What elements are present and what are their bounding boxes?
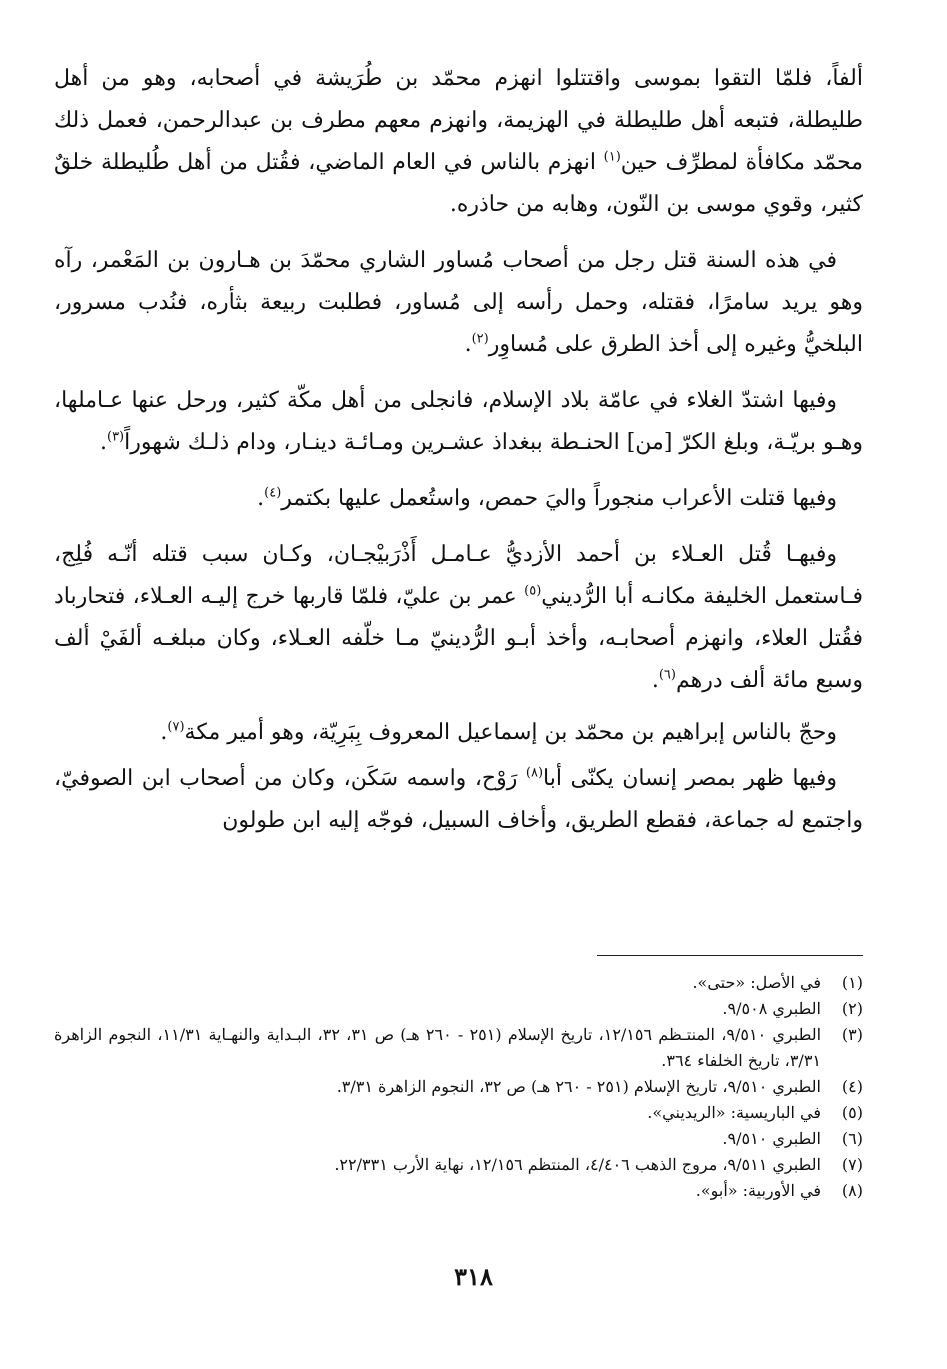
footnote-ref[interactable]: (٥) xyxy=(524,583,542,599)
footnote-number: (٨) xyxy=(841,1181,863,1200)
footnote-divider xyxy=(597,955,863,956)
footnote-ref[interactable]: (٣) xyxy=(106,429,125,445)
footnote-ref[interactable]: (٦) xyxy=(658,667,676,683)
footnote xyxy=(54,1100,863,1126)
paragraph-text: . xyxy=(464,332,472,357)
footnote-number: (٦) xyxy=(841,1129,863,1148)
footnote xyxy=(54,970,863,996)
footnote-ref[interactable]: (٧) xyxy=(167,719,185,735)
footnote-ref[interactable]: (٢) xyxy=(471,331,489,347)
footnote-number: (٢) xyxy=(841,999,863,1018)
footnote-text: في الأصل: «حتى». xyxy=(692,973,821,992)
paragraph-1 xyxy=(54,58,863,226)
footnote-number: (٥) xyxy=(841,1103,863,1122)
paragraph-3 xyxy=(54,380,863,464)
footnote xyxy=(54,1022,863,1074)
paragraph-6 xyxy=(54,712,863,754)
paragraph-text: وفيها اشتدّ الغلاء في عامّة بلاد الإسلام، فانجلى من أهل مكّة كثير، ورحل عنها عـاملها، وهـو بريّـة، وبلغ الكرّ [من] الحنـطة ببغداذ عشـرين ومـائـة دينـار، ودام ذلـك شهوراً xyxy=(54,388,863,455)
main-text xyxy=(54,58,863,842)
footnote xyxy=(54,1178,863,1204)
paragraph-7 xyxy=(54,758,863,842)
paragraph-text: . xyxy=(99,430,107,455)
footnote-text: الطبري ٩/٥٠٨. xyxy=(722,999,821,1018)
footnotes xyxy=(54,970,863,1204)
footnote-number: (٧) xyxy=(841,1155,863,1174)
footnote xyxy=(54,1126,863,1152)
paragraph-text: وفيها قتلت الأعراب منجوراً واليَ حمص، واستُعمل عليها بكتمر xyxy=(281,486,837,511)
footnote-number: (١) xyxy=(841,973,863,992)
footnote-ref[interactable]: (٨) xyxy=(525,765,544,781)
footnote-text: الطبري ٩/٥١٠، المنتـظم ١٢/١٥٦، تاريخ الإسلام (٢٥١ - ٢٦٠ هـ) ص ٣١، ٣٢، البـداية والنهـاية ١١/٣١، النجوم الزاهرة ٣/٣١، تاريخ الخلفاء ٣٦٤. xyxy=(54,1025,822,1070)
footnote-text: في الباريسية: «الريديني». xyxy=(647,1103,821,1122)
paragraph-text: انهزم بالناس في العام الماضي، فقُتل من أهل طُليطلة خلقٌ كثير، وقوي موسى بن النّون، وهابه من حاذره. xyxy=(54,150,863,217)
footnote xyxy=(54,1152,863,1178)
paragraph-2 xyxy=(54,240,863,366)
footnote-ref[interactable]: (١) xyxy=(603,149,621,165)
paragraph-text: عمر بن عليّ، فلمّا قاربها خرج إليـه العـلاء، فتحارباد فقُتل العلاء، وانهزم أصحابـه، وأخذ أبـو الرُّدينيّ مـا خلّفه العـلاء، وكان مبلغـه ألفَيْ ألف وسبع مائة ألف درهم xyxy=(54,584,863,693)
footnote xyxy=(54,996,863,1022)
footnote-text: الطبري ٩/٥١٠، تاريخ الإسلام (٢٥١ - ٢٦٠ هـ) ص ٣٢، النجوم الزاهرة ٣/٣١. xyxy=(336,1077,821,1096)
paragraph-text: . xyxy=(257,486,265,511)
footnote-text: الطبري ٩/٥١٠. xyxy=(722,1129,821,1148)
footnote-ref[interactable]: (٤) xyxy=(264,485,282,501)
paragraph-text: . xyxy=(651,668,659,693)
paragraph-5 xyxy=(54,534,863,702)
paragraph-text: وفيها ظهر بمصر إنسان يكنّى أبا xyxy=(543,766,838,791)
paragraph-text: وحجّ بالناس إبراهيم بن محمّد بن إسماعيل المعروف بِبَرِيّة، وهو أمير مكة xyxy=(184,720,837,745)
footnote-text: الطبري ٩/٥١١، مروج الذهب ٤/٤٠٦، المنتظم ١٢/١٥٦، نهاية الأرب ٢٢/٣٣١. xyxy=(334,1155,821,1174)
page-number: ٣١٨ xyxy=(454,1262,493,1291)
footnote-number: (٣) xyxy=(841,1025,863,1044)
paragraph-text: في هذه السنة قتل رجل من أصحاب مُساور الشاري محمّدَ بن هـارون بن المَعْمر، رآه وهو يريد سامرًا، فقتله، وحمل رأسه إلى مُساور، فطلبت ربيعة بثأره، فنُدب مسرور، البلخيُّ وغيره إلى أخذ الطرق على مُساوِر xyxy=(54,248,863,357)
footnote-text: في الأوربية: «أبو». xyxy=(695,1181,821,1200)
footnote-number: (٤) xyxy=(841,1077,863,1096)
paragraph-text: ألفاً، فلمّا التقوا بموسى واقتتلوا انهزم محمّد بن طُرَيشة في أصحابه، وهو من أهل طليطلة، فتبعه أهل طليطلة في الهزيمة، وانهزم معهم مطرف بن عبدالرحمن، فعمل ذلك محمّد مكافأة لمطرِّف حين xyxy=(54,66,863,175)
paragraph-text: وفيهـا قُتل العـلاء بن أحمد الأزديُّ عـامـل أَذْرَبيْجـان، وكـان سبب قتله أنّـه فُلِج، فـاستعمل الخليفة مكانـه أبا الرُّديني xyxy=(54,542,864,609)
paragraph-text: . xyxy=(160,720,168,745)
paragraph-text: رَوْح، واسمه سَكَن، وكان من أصحاب ابن الصوفيّ، واجتمع له جماعة، فقطع الطريق، وأخاف السبيل، فوجّه إليه ابن طولون xyxy=(54,766,863,833)
paragraph-4 xyxy=(54,478,863,520)
footnote xyxy=(54,1074,863,1100)
